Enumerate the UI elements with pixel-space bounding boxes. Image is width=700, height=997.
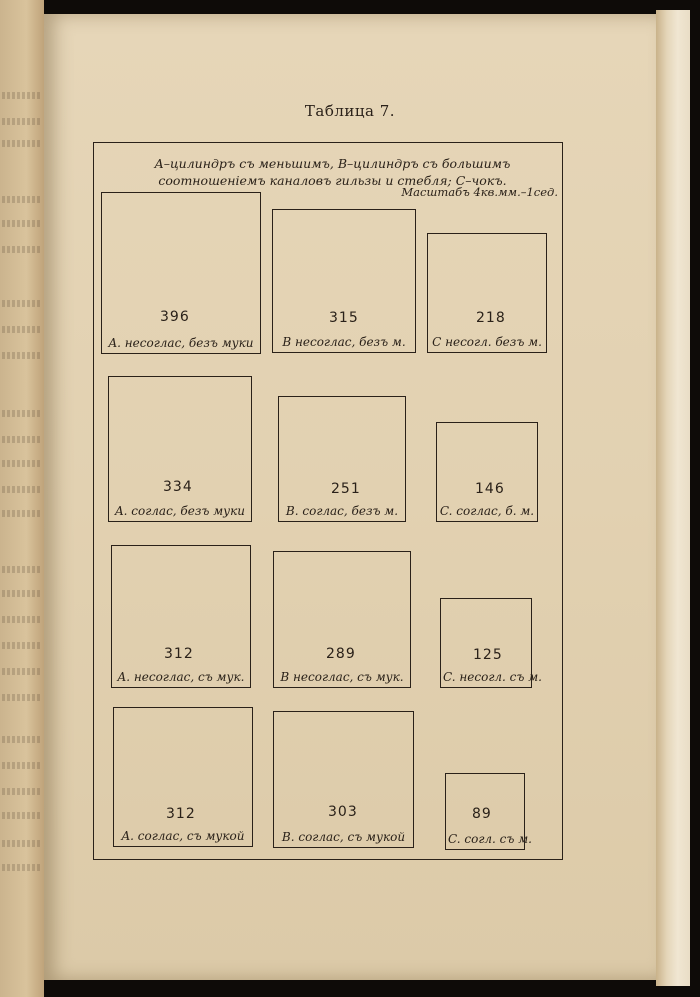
cell-label: A. соглас, безъ муки <box>114 504 246 518</box>
cell-label: C. соглас, б. м. <box>439 504 535 518</box>
cell-box <box>273 551 411 688</box>
cell-label: A. несоглас, съ мук. <box>117 670 245 684</box>
left-facing-page-edge <box>0 0 44 997</box>
table-caption: A–цилиндръ съ меньшимъ, B–цилиндръ съ большимъ соотношеніемъ каналовъ гильзы и стебля; C–чокъ. <box>154 156 511 188</box>
cell-box <box>427 233 547 353</box>
cell-box <box>445 773 532 850</box>
scale-note: Масштабъ 4кв.мм.–1сед. <box>401 185 558 199</box>
cell-value: 315 <box>329 310 359 326</box>
cell-label: C. несогл. съ м. <box>443 670 542 684</box>
cell-box <box>272 209 416 353</box>
cell-label: B несоглас, съ мук. <box>280 670 404 684</box>
cell-value: 125 <box>473 647 503 663</box>
cell-label: A. несоглас, безъ муки <box>108 336 254 350</box>
cell-box <box>273 711 414 848</box>
cell-label: B. соглас, безъ м. <box>285 504 399 518</box>
page-stack-edge <box>656 10 692 986</box>
cell-box <box>108 376 252 522</box>
cell-value: 396 <box>160 309 190 325</box>
cell-label: C. согл. съ м. <box>448 832 532 846</box>
cell-box <box>113 707 253 847</box>
cell-value: 312 <box>166 806 196 822</box>
cell-value: 251 <box>331 481 361 497</box>
cell-box <box>436 422 538 522</box>
cell-label: B несоглас, безъ м. <box>282 335 406 349</box>
cell-box <box>101 192 261 354</box>
background-edge <box>690 0 700 997</box>
cell-box <box>111 545 251 688</box>
cell-value: 89 <box>472 806 492 822</box>
cell-value: 303 <box>328 804 358 820</box>
cell-value: 218 <box>476 310 506 326</box>
cell-value: 334 <box>163 479 193 495</box>
cell-box <box>278 396 406 522</box>
cell-label: C несогл. безъ м. <box>432 335 542 349</box>
cell-label: B. соглас, съ мукой <box>281 830 406 844</box>
cell-value: 146 <box>475 481 505 497</box>
table-title: Таблица 7. <box>304 102 396 120</box>
cell-box <box>440 598 542 688</box>
cell-value: 312 <box>164 646 194 662</box>
cell-value: 289 <box>326 646 356 662</box>
cell-label: A. соглас, съ мукой <box>121 829 245 843</box>
